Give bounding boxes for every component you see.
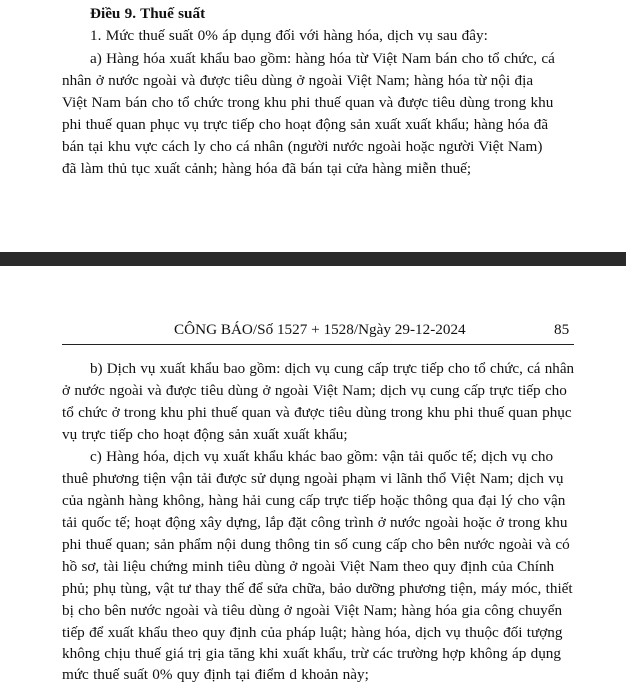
paragraph-line: b) Dịch vụ xuất khẩu bao gồm: dịch vụ cung cấp trực tiếp cho tổ chức, cá nhân: [90, 360, 575, 377]
article-heading: Điều 9. Thuế suất: [90, 5, 206, 22]
paragraph-line: tổ chức ở trong khu phi thuế quan và được tiêu dùng trong khu phi thuế quan phục: [62, 404, 572, 421]
paragraph-line: vụ trực tiếp cho hoạt động sản xuất xuất khẩu;: [62, 426, 348, 443]
paragraph-line: thuê phương tiện vận tải được sử dụng ngoài phạm vi lãnh thổ Việt Nam; dịch vụ: [62, 470, 564, 487]
page-number: 85: [554, 321, 570, 338]
paragraph-line: phủ; phụ tùng, vật tư thay thế để sửa chữa, bảo dưỡng phương tiện, máy móc, thiết: [62, 580, 573, 597]
header-rule: [62, 344, 574, 345]
paragraph-line: của ngành hàng không, hàng hải cung cấp trực tiếp hoặc thông qua đại lý cho vận: [62, 492, 566, 509]
paragraph-line: ở nước ngoài và được tiêu dùng ở ngoài Việt Nam; dịch vụ cung cấp trực tiếp cho: [62, 382, 567, 399]
paragraph-line: a) Hàng hóa xuất khẩu bao gồm: hàng hóa từ Việt Nam bán cho tổ chức, cá: [90, 50, 555, 67]
paragraph-line: 1. Mức thuế suất 0% áp dụng đối với hàng hóa, dịch vụ sau đây:: [90, 27, 488, 44]
paragraph-line: c) Hàng hóa, dịch vụ xuất khẩu khác bao gồm: vận tải quốc tế; dịch vụ cho: [90, 448, 554, 465]
paragraph-line: đã làm thủ tục xuất cảnh; hàng hóa đã bán tại cửa hàng miễn thuế;: [62, 160, 472, 177]
paragraph-line: mức thuế suất 0% quy định tại điểm d khoản này;: [62, 666, 369, 683]
paragraph-line: nhân ở nước ngoài và được tiêu dùng ở ngoài Việt Nam; hàng hóa từ nội địa: [62, 72, 534, 89]
paragraph-line: không chịu thuế giá trị gia tăng khi xuất khẩu, trừ các trường hợp không áp dụng: [62, 645, 561, 662]
document-page-top: [0, 0, 626, 252]
paragraph-line: hồ sơ, tài liệu chứng minh tiêu dùng ở ngoài Việt Nam theo quy định của Chính: [62, 558, 555, 575]
page-header: [0, 319, 626, 341]
paragraph-line: bị cho bên nước ngoài và tiêu dùng ở ngoài Việt Nam; hàng hóa gia công chuyển: [62, 602, 563, 619]
paragraph-line: phi thuế quan phục vụ trực tiếp cho hoạt động sản xuất xuất khẩu; hàng hóa đã: [62, 116, 549, 133]
paragraph-line: bán tại khu vực cách ly cho cá nhân (người nước ngoài hoặc người Việt Nam): [62, 138, 543, 155]
document-page-bottom: [0, 266, 626, 683]
paragraph-line: tải quốc tế; hoạt động xây dựng, lắp đặt công trình ở nước ngoài hoặc ở trong khu: [62, 514, 568, 531]
paragraph-line: Việt Nam bán cho tổ chức trong khu phi thuế quan và được tiêu dùng trong khu: [62, 94, 554, 111]
paragraph-line: tiếp để xuất khẩu theo quy định của pháp luật; hàng hóa, dịch vụ thuộc đối tượng: [62, 624, 563, 641]
paragraph-line: phi thuế quan; sản phẩm nội dung thông tin số cung cấp cho bên nước ngoài và có: [62, 536, 570, 553]
page-separator-band: [0, 252, 626, 266]
gazette-header-title: CÔNG BÁO/Số 1527 + 1528/Ngày 29-12-2024: [174, 321, 466, 338]
